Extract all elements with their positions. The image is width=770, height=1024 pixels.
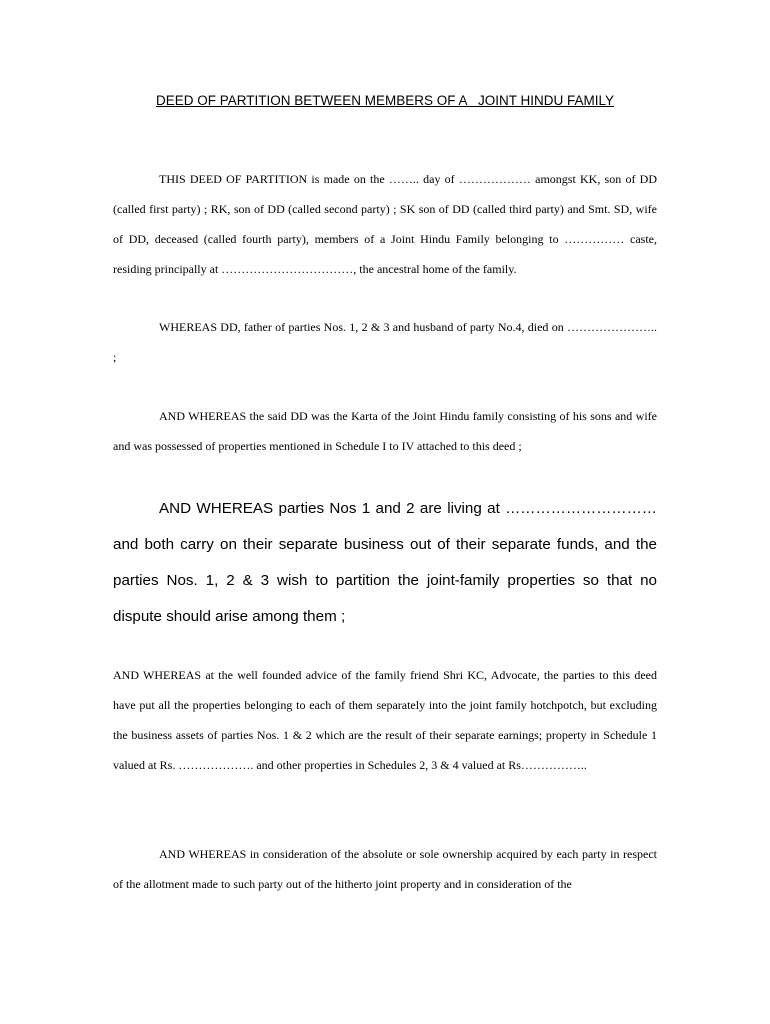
paragraph-whereas-living: AND WHEREAS parties Nos 1 and 2 are living at ………………………… and both carry on their separate business out of their separate funds, and the parties Nos. 1, 2 & 3 wish to partition the joint-family properties so that no dispute should arise among them ; <box>113 500 657 626</box>
document-title: DEED OF PARTITION BETWEEN MEMBERS OF A JOINT HINDU FAMILY <box>155 93 615 108</box>
paragraph-whereas-consideration: AND WHEREAS in consideration of the absolute or sole ownership acquired by each party in respect of the allotment made to such party out of the hitherto joint property and in consideration of the <box>113 847 657 891</box>
paragraph-whereas-death: WHEREAS DD, father of parties Nos. 1, 2 & 3 and husband of party No.4, died on ………………….. ; <box>113 320 657 364</box>
paragraph-whereas-karta: AND WHEREAS the said DD was the Karta of the Joint Hindu family consisting of his sons and wife and was possessed of properties mentioned in Schedule I to IV attached to this deed ; <box>113 409 657 453</box>
paragraph-deed-intro: THIS DEED OF PARTITION is made on the …….. day of ……………… amongst KK, son of DD (called first party) ; RK, son of DD (called second party) ; SK son of DD (called third party) and Smt. SD, wife of DD, deceased (called fourth party), members of a Joint Hindu Family belonging to …………… caste, residing principally at ……………………………, the ancestral home of the family. <box>113 172 657 276</box>
paragraph-whereas-advice: AND WHEREAS at the well founded advice of the family friend Shri KC, Advocate, the parties to this deed have put all the properties belonging to each of them separately into the joint family hotchpotch, but excluding the business assets of parties Nos. 1 & 2 which are the result of their separate earnings; property in Schedule 1 valued at Rs. ………………. and other properties in Schedules 2, 3 & 4 valued at Rs…………….. <box>113 668 657 772</box>
